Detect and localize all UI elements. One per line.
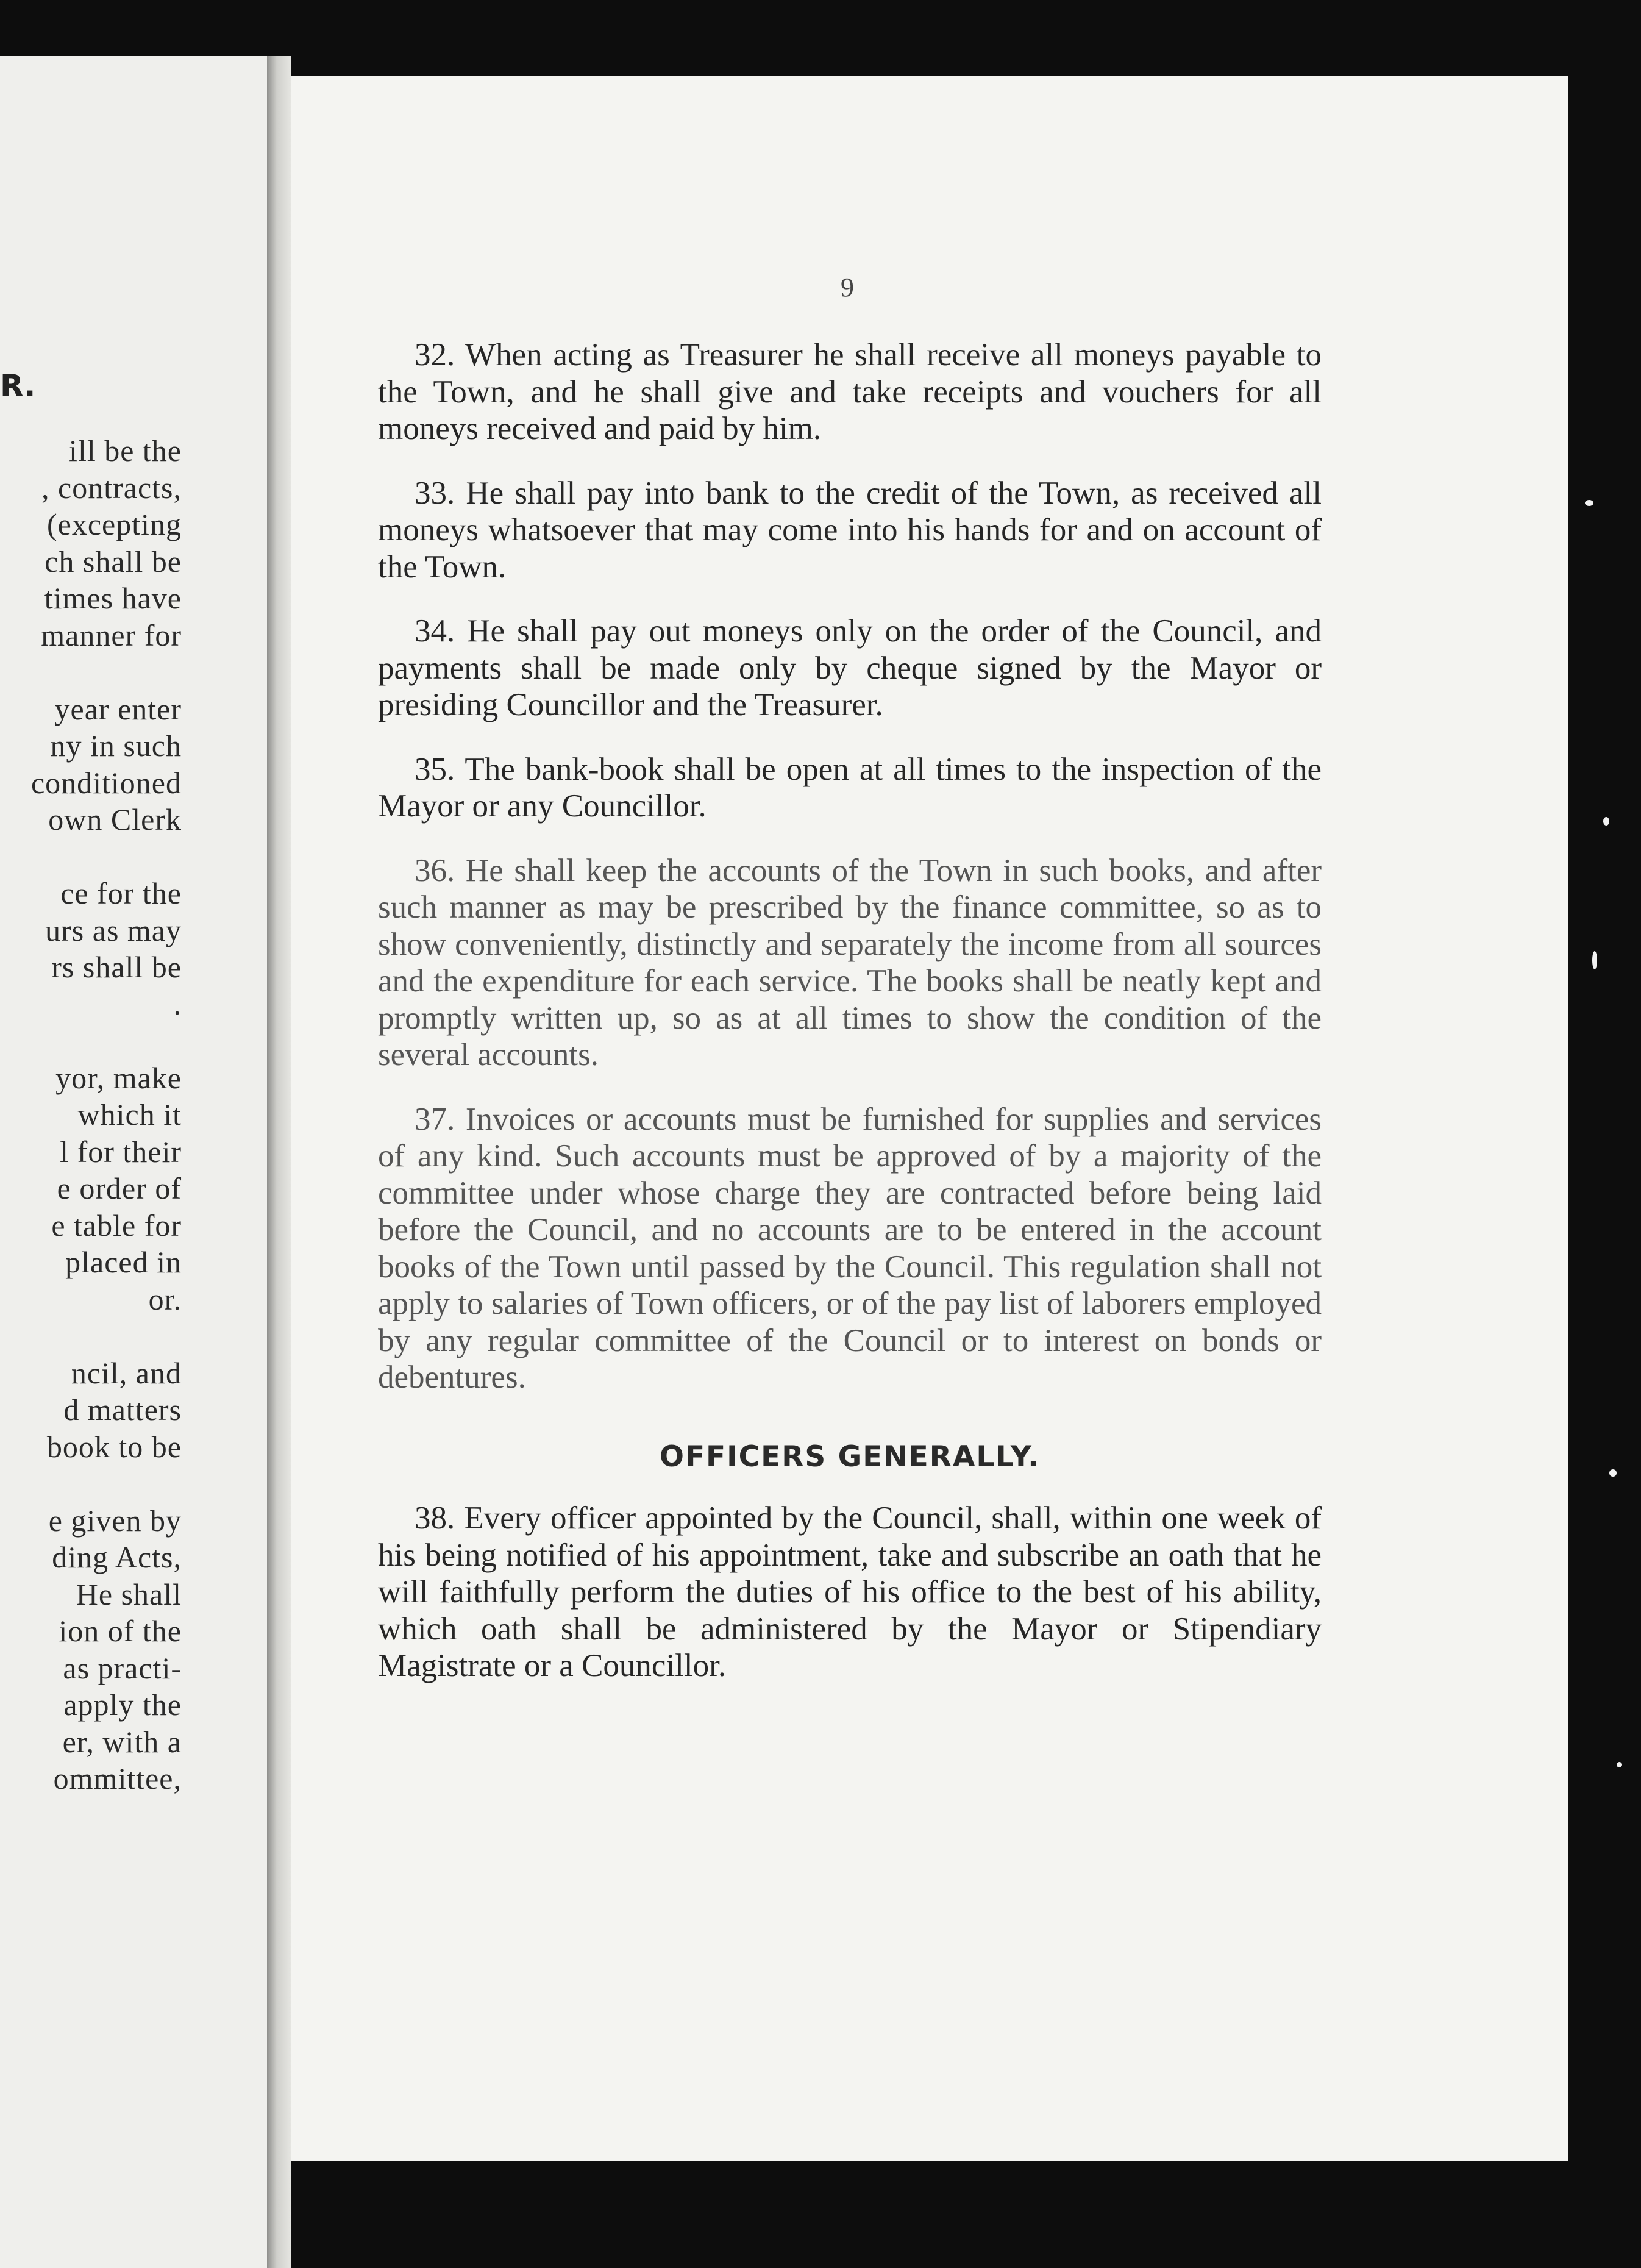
left-page-line: ding Acts, [52,1540,182,1574]
left-page-line: placed in [65,1245,182,1279]
left-page-line: He shall [76,1577,182,1611]
left-page-line: (excepting [46,507,182,541]
left-page-heading: R. [0,368,36,404]
left-page-line: . [173,986,182,1021]
page-number: 9 [841,273,854,302]
section-heading: OFFICERS GENERALLY. [659,1439,1041,1474]
left-page-line: l for their [60,1134,182,1169]
left-page-line: ch shall be [44,544,182,579]
left-page-line: , contracts, [41,470,182,505]
left-page-line: apply the [63,1688,182,1722]
left-page-line: or. [148,1282,182,1316]
left-facing-page [0,56,267,2268]
left-page-line: ommittee, [53,1761,182,1795]
left-page-line: as practi- [63,1650,182,1685]
left-page-line: book to be [46,1429,182,1464]
left-page-line: e order of [57,1171,182,1205]
paragraph-38: 38. Every officer appointed by the Council, shall, within one week of his being notified of his appointment, take and subscribe an oath that he will faithfully perform the duties of his office to the best of his ability, which oath shall be administered by the Mayor or Stipendiary Magistrate or a Councillor. [378,1500,1322,1683]
left-page-line: year enter [54,691,182,726]
paragraph-34: 34. He shall pay out moneys only on the order of the Council, and payments shall be made only by cheque signed by the Mayor or presiding Councillor and the Treasurer. [378,613,1322,722]
left-page-line: er, with a [62,1724,182,1759]
left-page-line: ill be the [69,433,182,468]
scan-speck [1609,1469,1617,1477]
scan-speck [1592,951,1597,969]
left-page-line: manner for [41,618,182,652]
left-page-line: rs shall be [51,950,182,984]
left-page-line: e given by [48,1503,182,1538]
page-body [378,337,1322,1712]
left-page-line: ncil, and [71,1355,182,1390]
left-page-line: d matters [63,1393,182,1427]
left-page-line: ce for the [60,876,182,910]
left-page-line: conditioned [30,765,182,800]
left-page-line: which it [77,1097,182,1132]
paragraph-36: 36. He shall keep the accounts of the Town in such books, and after such manner as may be prescribed by the finance committee, so as to show conveniently, distinctly and separately the income from all sources and the expenditure for each service. The books shall be neatly kept and promptly written up, so as at all times to show the condition of the several accounts. [378,852,1322,1072]
left-page-line: urs as may [45,913,182,947]
paragraph-32: 32. When acting as Treasurer he shall receive all moneys payable to the Town, and he shall give and take receipts and vouchers for all moneys received and paid by him. [378,337,1322,446]
scan-speck [1617,1762,1622,1767]
scan-speck [1585,500,1593,506]
left-page-line: ion of the [59,1614,182,1648]
left-page-line: ny in such [50,729,182,763]
paragraph-33: 33. He shall pay into bank to the credit of the Town, as received all moneys whatsoever that may come into his hands for and on account of the Town. [378,475,1322,585]
left-page-line: e table for [51,1208,182,1243]
paragraph-35: 35. The bank-book shall be open at all times to the inspection of the Mayor or any Councillor. [378,751,1322,824]
left-page-line: times have [44,581,182,615]
left-page-line: own Clerk [48,802,182,836]
scan-speck [1603,817,1609,826]
paragraph-37: 37. Invoices or accounts must be furnished for supplies and services of any kind. Such accounts must be approved of by a majority of the committee under whose charge they are contracted before being laid before the Council, and no accounts are to be entered in the account books of the Town until passed by the Council. This regulation shall not apply to salaries of Town officers, or of the pay list of laborers employed by any regular committee of the Council or to interest on bonds or debentures. [378,1101,1322,1395]
page-gutter [267,56,291,2268]
left-page-line: yor, make [55,1060,182,1095]
